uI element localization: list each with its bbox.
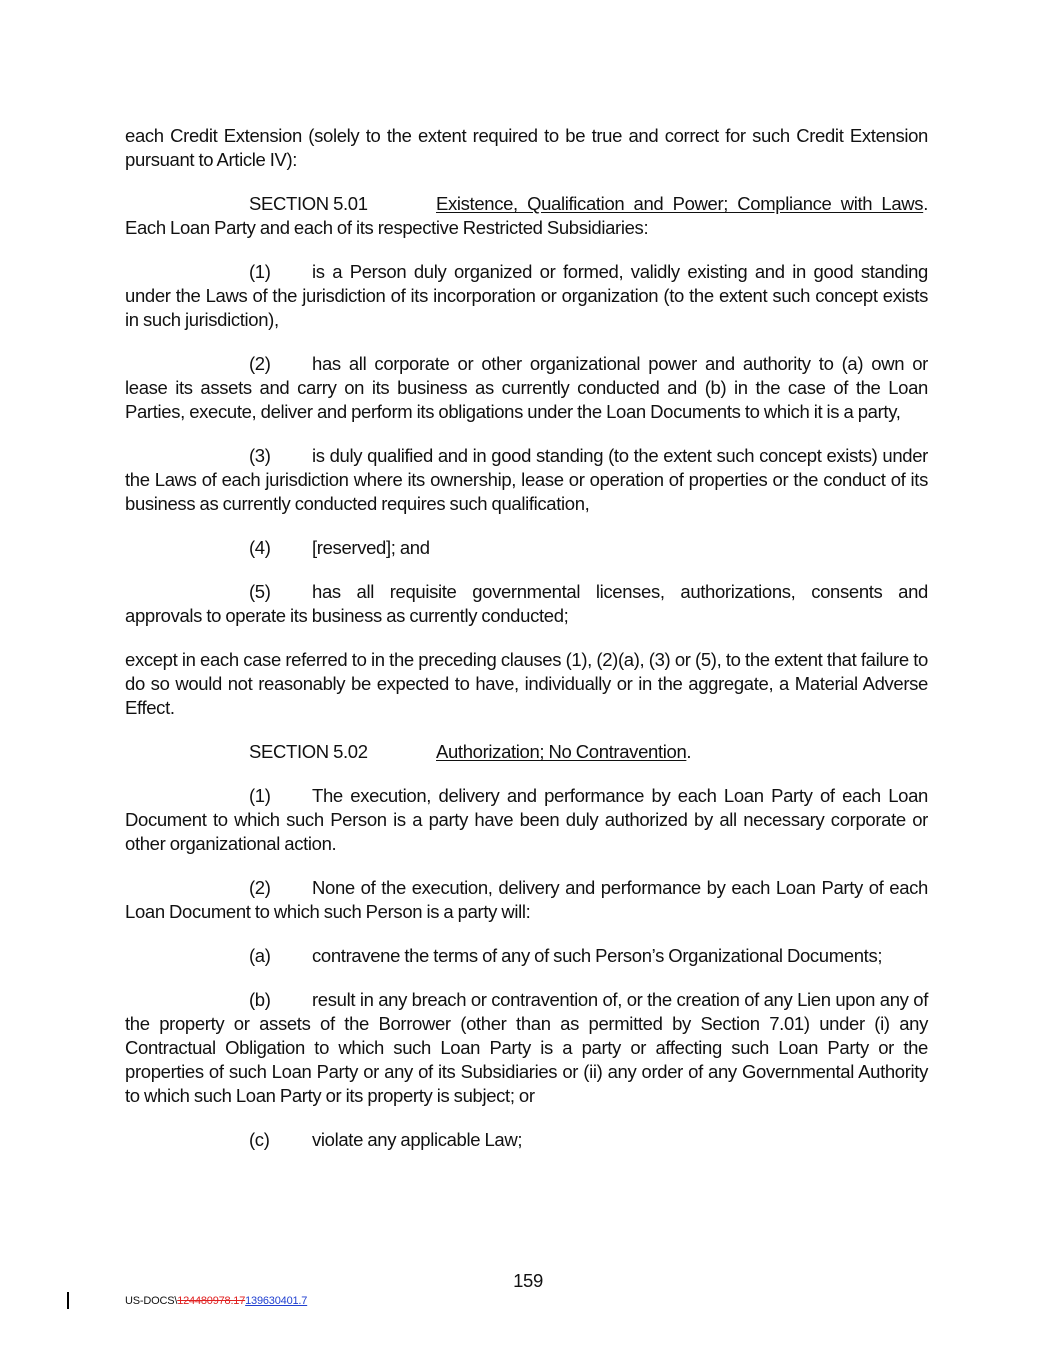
- subclause-paragraph: [125, 944, 928, 968]
- clause-text: is a Person duly organized or formed, validly existing and in good standing under the Laws of the jurisdiction of its incorporation or organization (to the extent such concept exists in such jurisdiction),: [125, 261, 928, 330]
- except-paragraph: except in each case referred to in the preceding clauses (1), (2)(a), (3) or (5), to the extent that failure to do so would not reasonably be expected to have, individually or in the aggregate, a Material Adverse Effect.: [125, 649, 928, 718]
- clause-number: (3): [249, 445, 271, 466]
- section-title: Authorization; No Contravention: [436, 741, 687, 762]
- doc-id-prefix: US-DOCS\: [125, 1295, 178, 1307]
- clause-text: None of the execution, delivery and performance by each Loan Party of each Loan Document to which such Person is a party will:: [125, 877, 928, 922]
- section-number: SECTION 5.02: [249, 741, 368, 762]
- clause-number: (2): [249, 877, 271, 898]
- clause-paragraph: [125, 444, 928, 516]
- section-number: SECTION 5.01: [249, 193, 368, 214]
- clause-number: (5): [249, 581, 271, 602]
- section-title: Existence, Qualification and Power; Compliance with Laws: [436, 193, 924, 214]
- clause-text: [reserved]; and: [312, 537, 430, 558]
- doc-id-deleted: 124480978.17: [177, 1295, 246, 1307]
- subclause-text: violate any applicable Law;: [312, 1129, 523, 1150]
- intro-paragraph: each Credit Extension (solely to the extent required to be true and correct for such Credit Extension pursuant to Article IV):: [125, 125, 928, 170]
- clause-text: has all corporate or other organizational power and authority to (a) own or lease its assets and carry on its business as currently conducted and (b) in the case of the Loan Parties, execute, deliver and perform its obligations under the Loan Documents to which it is a party,: [125, 353, 928, 422]
- subclause-paragraph: [125, 1128, 928, 1152]
- clause-paragraph: [125, 876, 928, 924]
- section-title-after: .: [686, 741, 692, 762]
- clause-paragraph: [125, 536, 928, 560]
- document-id-footer: [125, 1294, 307, 1308]
- subclause-letter: (a): [249, 945, 271, 966]
- clause-paragraph: [125, 784, 928, 856]
- subclause-letter: (c): [249, 1129, 270, 1150]
- document-page: [125, 124, 928, 1172]
- clause-paragraph: [125, 580, 928, 628]
- section-5-01-heading: [125, 192, 928, 240]
- clause-text: The execution, delivery and performance by each Loan Party of each Loan Document to which such Person is a party have been duly authorized by all necessary corporate or other organizational action.: [125, 785, 928, 854]
- subclause-text: contravene the terms of any of such Person’s Organizational Documents;: [312, 945, 883, 966]
- revision-change-bar: [67, 1292, 69, 1309]
- page-number: 159: [513, 1270, 543, 1291]
- section-5-02-heading: [125, 740, 928, 764]
- clause-number: (1): [249, 261, 271, 282]
- subclause-text: result in any breach or contravention of, or the creation of any Lien upon any of the property or assets of the Borrower (other than as permitted by Section 7.01) under (i) any Contractual Obligation to which such Loan Party is a party or affecting such Loan Party or the properties of such Loan Party or any of its Subsidiaries or (ii) any order of any Governmental Authority to which such Loan Party or its property is subject; or: [125, 989, 928, 1106]
- doc-id-inserted: 139630401.7: [245, 1295, 308, 1307]
- subclause-letter: (b): [249, 989, 271, 1010]
- clause-paragraph: [125, 352, 928, 424]
- clause-number: (1): [249, 785, 271, 806]
- clause-text: has all requisite governmental licenses, authorizations, consents and approvals to operate its business as currently conducted;: [125, 581, 928, 626]
- clause-text: is duly qualified and in good standing (to the extent such concept exists) under the Laws of each jurisdiction where its ownership, lease or operation of properties or the conduct of its business as currently conducted requires such qualification,: [125, 445, 928, 514]
- section-title-after: . Each Loan Party and each of its respective Restricted Subsidiaries:: [125, 193, 928, 238]
- subclause-paragraph: [125, 988, 928, 1108]
- clause-number: (2): [249, 353, 271, 374]
- clause-number: (4): [249, 537, 271, 558]
- clause-paragraph: [125, 260, 928, 332]
